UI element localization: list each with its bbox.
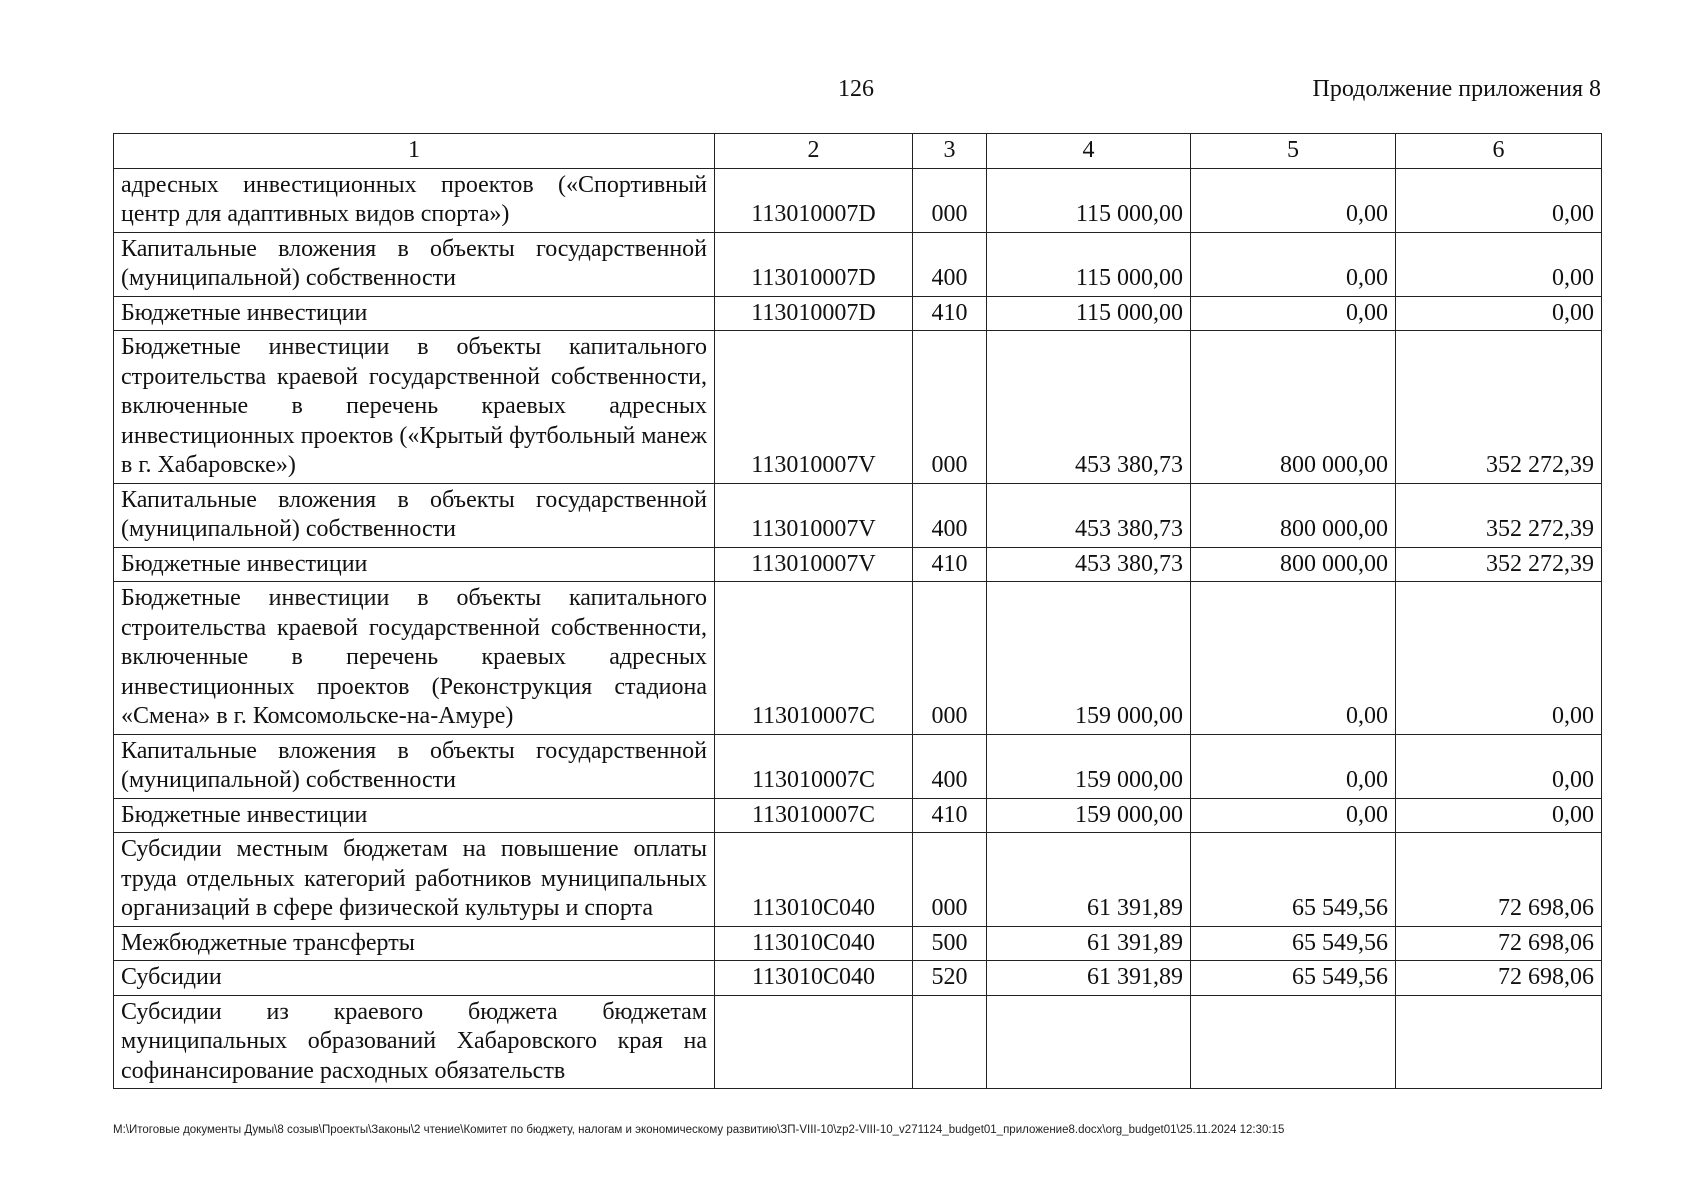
amount-col5-cell: 0,00 [1191, 798, 1396, 833]
amount-col5-cell: 800 000,00 [1191, 547, 1396, 582]
amount-col4-cell: 115 000,00 [987, 232, 1191, 296]
table-row [114, 833, 1602, 927]
amount-col4-cell: 159 000,00 [987, 582, 1191, 735]
amount-col6-cell: 0,00 [1396, 582, 1602, 735]
amount-col5-cell: 800 000,00 [1191, 483, 1396, 547]
table-row [114, 547, 1602, 582]
table-row [114, 331, 1602, 484]
target-code-cell: 113010C040 [715, 926, 913, 961]
expense-type-cell: 410 [913, 547, 987, 582]
table-row [114, 961, 1602, 996]
item-name-cell: Межбюджетные трансферты [114, 926, 715, 961]
amount-col4-cell: 453 380,73 [987, 483, 1191, 547]
amount-col6-cell: 72 698,06 [1396, 961, 1602, 996]
amount-col4-cell: 61 391,89 [987, 926, 1191, 961]
target-code-cell: 113010C040 [715, 961, 913, 996]
item-name-cell: Субсидии из краевого бюджета бюджетам муниципальных образований Хабаровского края на софинансирование расходных обязательств [114, 995, 715, 1089]
expense-type-cell: 520 [913, 961, 987, 996]
table-header-row [114, 134, 1602, 169]
amount-col6-cell: 0,00 [1396, 168, 1602, 232]
expense-type-cell: 400 [913, 734, 987, 798]
amount-col4-cell: 115 000,00 [987, 296, 1191, 331]
table-row [114, 168, 1602, 232]
amount-col4-cell: 61 391,89 [987, 833, 1191, 927]
item-name-cell: Субсидии [114, 961, 715, 996]
page-number: 126 [838, 76, 874, 102]
amount-col5-cell: 0,00 [1191, 296, 1396, 331]
amount-col4-cell: 453 380,73 [987, 331, 1191, 484]
amount-col5-cell: 0,00 [1191, 168, 1396, 232]
amount-col6-cell: 0,00 [1396, 296, 1602, 331]
amount-col5-cell: 65 549,56 [1191, 833, 1396, 927]
target-code-cell: 113010007D [715, 232, 913, 296]
target-code-cell: 113010007V [715, 483, 913, 547]
expense-type-cell: 410 [913, 296, 987, 331]
item-name-cell: Бюджетные инвестиции [114, 798, 715, 833]
amount-col4-cell [987, 995, 1191, 1089]
table-row [114, 926, 1602, 961]
target-code-cell: 113010007D [715, 296, 913, 331]
item-name-cell: Капитальные вложения в объекты государственной (муниципальной) собственности [114, 232, 715, 296]
amount-col6-cell: 0,00 [1396, 232, 1602, 296]
expense-type-cell: 400 [913, 232, 987, 296]
expense-type-cell: 000 [913, 833, 987, 927]
column-header: 2 [715, 134, 913, 169]
file-path-footer: M:\Итоговые документы Думы\8 созыв\Проекты\Законы\2 чтение\Комитет по бюджету, налогам и экономическому развитию\ЗП-VIII-10\zp2-VIII-10_v271124_budget01_приложение8.docx\org_budget01\25.11.2024 12:30:15 [113, 1124, 1285, 1136]
table-row [114, 734, 1602, 798]
table-row [114, 483, 1602, 547]
column-header: 1 [114, 134, 715, 169]
target-code-cell: 113010007C [715, 734, 913, 798]
amount-col6-cell: 352 272,39 [1396, 331, 1602, 484]
item-name-cell: Капитальные вложения в объекты государственной (муниципальной) собственности [114, 734, 715, 798]
item-name-cell: Бюджетные инвестиции [114, 296, 715, 331]
item-name-cell: Бюджетные инвестиции [114, 547, 715, 582]
table-row [114, 582, 1602, 735]
amount-col4-cell: 61 391,89 [987, 961, 1191, 996]
amount-col5-cell: 65 549,56 [1191, 961, 1396, 996]
item-name-cell: Бюджетные инвестиции в объекты капитального строительства краевой государственной собственности, включенные в перечень краевых адресных инвестиционных проектов («Крытый футбольный манеж в г. Хабаровске») [114, 331, 715, 484]
amount-col6-cell: 72 698,06 [1396, 833, 1602, 927]
target-code-cell: 113010007D [715, 168, 913, 232]
target-code-cell: 113010007C [715, 582, 913, 735]
amount-col6-cell: 352 272,39 [1396, 483, 1602, 547]
column-header: 5 [1191, 134, 1396, 169]
amount-col6-cell: 352 272,39 [1396, 547, 1602, 582]
appendix-continuation-note: Продолжение приложения 8 [1312, 76, 1601, 102]
amount-col5-cell: 65 549,56 [1191, 926, 1396, 961]
amount-col4-cell: 453 380,73 [987, 547, 1191, 582]
expense-type-cell [913, 995, 987, 1089]
amount-col5-cell: 0,00 [1191, 582, 1396, 735]
expense-type-cell: 000 [913, 168, 987, 232]
item-name-cell: Бюджетные инвестиции в объекты капитального строительства краевой государственной собственности, включенные в перечень краевых адресных инвестиционных проектов (Реконструкция стадиона «Смена» в г. Комсомольске-на-Амуре) [114, 582, 715, 735]
amount-col4-cell: 115 000,00 [987, 168, 1191, 232]
amount-col5-cell: 0,00 [1191, 734, 1396, 798]
target-code-cell: 113010007C [715, 798, 913, 833]
target-code-cell: 113010C040 [715, 833, 913, 927]
column-header: 4 [987, 134, 1191, 169]
column-header: 6 [1396, 134, 1602, 169]
table-body [114, 168, 1602, 1089]
expense-type-cell: 000 [913, 582, 987, 735]
amount-col6-cell: 72 698,06 [1396, 926, 1602, 961]
item-name-cell: Капитальные вложения в объекты государственной (муниципальной) собственности [114, 483, 715, 547]
amount-col5-cell: 800 000,00 [1191, 331, 1396, 484]
table-row [114, 995, 1602, 1089]
column-header: 3 [913, 134, 987, 169]
target-code-cell: 113010007V [715, 331, 913, 484]
amount-col6-cell [1396, 995, 1602, 1089]
expense-type-cell: 000 [913, 331, 987, 484]
table-row [114, 232, 1602, 296]
amount-col4-cell: 159 000,00 [987, 734, 1191, 798]
amount-col6-cell: 0,00 [1396, 798, 1602, 833]
table-row [114, 296, 1602, 331]
expense-type-cell: 410 [913, 798, 987, 833]
table-row [114, 798, 1602, 833]
target-code-cell [715, 995, 913, 1089]
item-name-cell: Субсидии местным бюджетам на повышение оплаты труда отдельных категорий работников муниципальных организаций в сфере физической культуры и спорта [114, 833, 715, 927]
item-name-cell: адресных инвестиционных проектов («Спортивный центр для адаптивных видов спорта») [114, 168, 715, 232]
expense-type-cell: 500 [913, 926, 987, 961]
expense-type-cell: 400 [913, 483, 987, 547]
amount-col6-cell: 0,00 [1396, 734, 1602, 798]
amount-col4-cell: 159 000,00 [987, 798, 1191, 833]
budget-table [113, 133, 1602, 1089]
amount-col5-cell: 0,00 [1191, 232, 1396, 296]
target-code-cell: 113010007V [715, 547, 913, 582]
amount-col5-cell [1191, 995, 1396, 1089]
